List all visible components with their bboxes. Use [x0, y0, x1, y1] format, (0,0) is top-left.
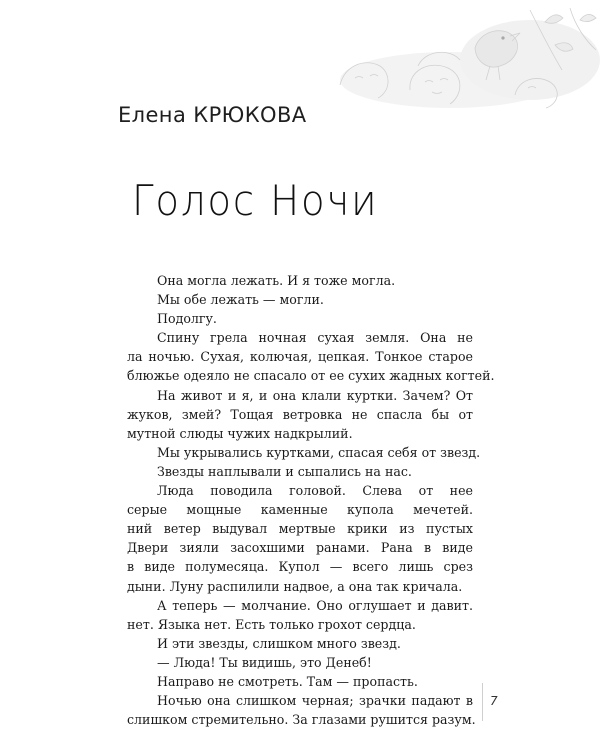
text-line: мутной слюды чужих надкрылий. [127, 425, 353, 441]
decorative-illustration [300, 0, 600, 110]
text-line: На живот и я, и она клали куртки. Зачем? От [157, 387, 473, 403]
text-line: — Люда! Ты видишь, это Денеб! [157, 654, 372, 670]
text-line: Направо не смотреть. Там — пропасть. [157, 673, 418, 689]
text-line: Двери зияли засохшими ранами. Рана в виде [127, 540, 473, 556]
text-line: Она могла лежать. И я тоже могла. [157, 273, 396, 288]
text-line: ний ветер выдувал мертвые крики из пустых [127, 521, 473, 537]
text-line: Люда поводила головой. Слева от нее [157, 483, 473, 499]
text-line: в виде полумесяца. Купол — всего лишь срез [127, 559, 473, 575]
text-line: Мы обе лежать — могли. [157, 292, 324, 308]
text-line: А теперь — молчание. Оно оглушает и давит. [157, 597, 473, 613]
text-line: блюжье одеяло не спасало от ее сухих жадных когтей. [127, 368, 495, 384]
text-line: слишком стремительно. За глазами рушится разум. [127, 712, 476, 728]
text-line: Спину грела ночная сухая земля. Она не [157, 330, 473, 346]
footer-divider [482, 683, 483, 721]
text-line: И эти звезды, слишком много звезд. [157, 635, 401, 651]
body-text [127, 271, 495, 729]
text-line: ла ночью. Сухая, колючая, цепкая. Тонкое старое [127, 349, 473, 365]
text-line: серые мощные каменные купола мечетей. [127, 502, 473, 518]
chapter-title: Голос Ночи [132, 176, 379, 225]
page-number: 7 [490, 694, 498, 708]
author-name [118, 103, 307, 127]
author-first-name: Елена [118, 103, 187, 127]
text-line: Мы укрывались куртками, спасая себя от звезд. [157, 444, 481, 460]
text-line: жуков, змей? Тощая ветровка не спасла бы от [127, 406, 473, 422]
text-line: Ночью она слишком черная; зрачки падают в [157, 693, 473, 709]
text-line: Звезды наплывали и сыпались на нас. [157, 463, 412, 479]
author-last-name: КРЮКОВА [193, 103, 307, 127]
text-line: нет. Языка нет. Есть только грохот сердца. [127, 616, 416, 632]
text-line: дыни. Луну распилили надвое, а она так кричала. [127, 578, 463, 594]
text-line: Подолгу. [157, 311, 217, 327]
